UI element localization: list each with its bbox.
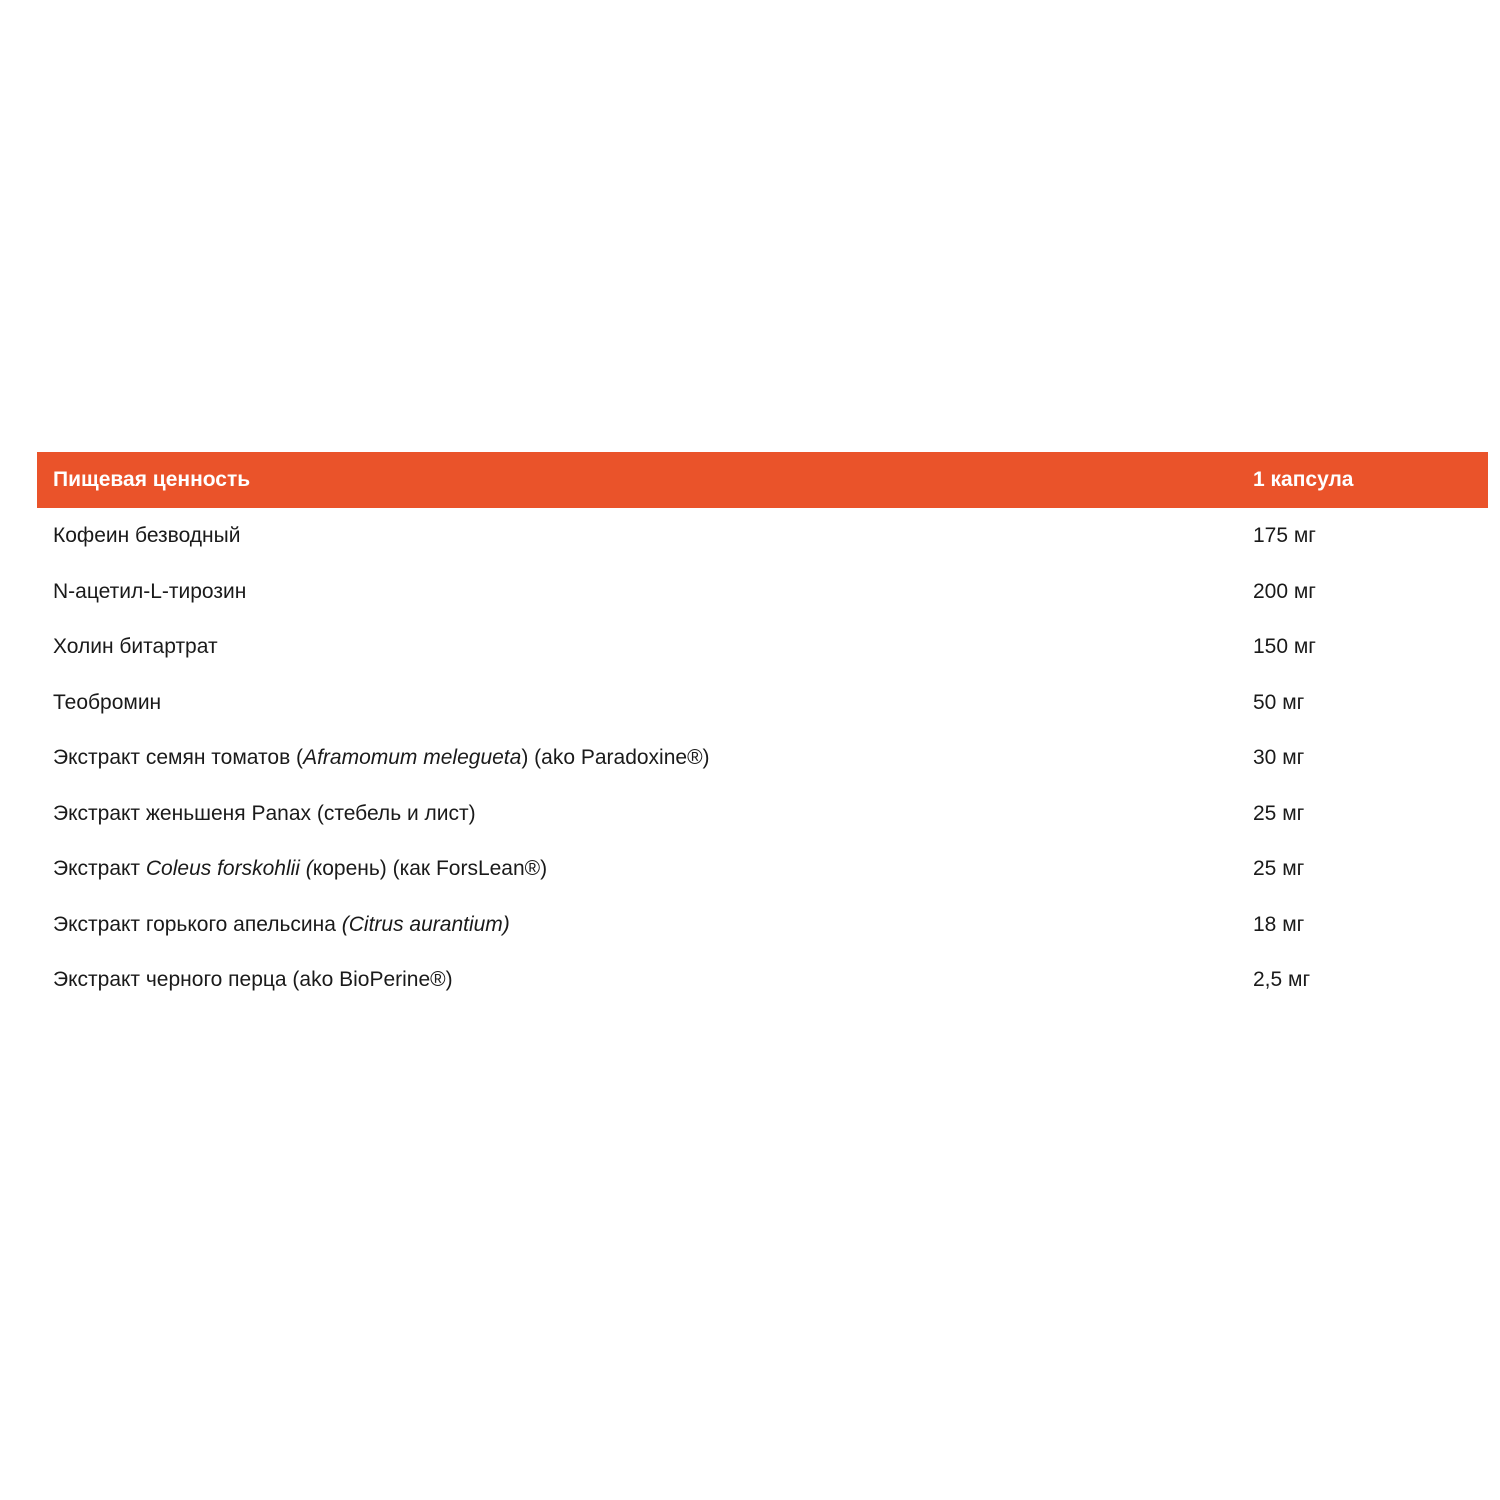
ingredient-name-part: Кофеин безводный [53, 524, 241, 547]
ingredient-amount: 25 мг [1253, 857, 1305, 880]
table-row [37, 564, 1488, 620]
table-row [37, 786, 1488, 842]
ingredient-name-part: N-ацетил-L-тирозин [53, 579, 247, 603]
table-row [37, 841, 1488, 897]
table-row [37, 675, 1488, 731]
ingredient-name [53, 841, 547, 897]
ingredient-name-part-italic: (Citrus aurantium) [341, 912, 510, 936]
table-header [37, 452, 1488, 508]
ingredient-name [53, 952, 453, 1008]
ingredient-name [53, 619, 218, 675]
ingredient-name-part: Холин битартрат [53, 635, 218, 658]
ingredient-name [53, 897, 510, 953]
ingredient-amount: 2,5 мг [1253, 968, 1311, 991]
ingredient-amount: 150 мг [1253, 635, 1316, 658]
ingredient-name-part: Экстракт горького апельсина [53, 912, 342, 936]
ingredient-amount: 25 мг [1253, 801, 1305, 825]
ingredient-amount: 30 мг [1253, 746, 1305, 769]
ingredient-name-part: ) (ako Paradoxine®) [521, 746, 710, 769]
ingredient-name [53, 675, 161, 731]
header-amount-label: 1 капсула [1253, 468, 1354, 491]
ingredient-name-part: корень) (как ForsLean®) [312, 857, 548, 880]
table-row [37, 619, 1488, 675]
ingredient-name-part: Теобромин [53, 690, 162, 714]
nutrition-table [37, 452, 1488, 1008]
table-row [37, 952, 1488, 1008]
ingredient-amount: 175 мг [1253, 524, 1316, 547]
ingredient-name [53, 730, 710, 786]
table-row [37, 897, 1488, 953]
ingredient-amount: 18 мг [1253, 912, 1305, 936]
ingredient-name [53, 564, 246, 620]
ingredient-amount: 200 мг [1253, 579, 1316, 603]
table-row [37, 730, 1488, 786]
ingredient-amount: 50 мг [1253, 690, 1305, 714]
ingredient-name-part: Экстракт женьшеня Panax (стебель и лист) [53, 801, 476, 825]
ingredient-name-part-italic: Coleus forskohlii ( [145, 857, 313, 880]
ingredient-name-part: Экстракт семян томатов ( [53, 746, 304, 769]
ingredient-name-part: Экстракт [53, 857, 146, 880]
ingredient-name [53, 508, 240, 564]
ingredient-name-part: Экстракт черного перца (ako BioPerine®) [53, 968, 453, 991]
ingredient-name [53, 786, 476, 842]
table-row [37, 508, 1488, 564]
header-name-label: Пищевая ценность [53, 468, 251, 491]
ingredient-name-part-italic: Aframomum melegueta [303, 746, 522, 769]
